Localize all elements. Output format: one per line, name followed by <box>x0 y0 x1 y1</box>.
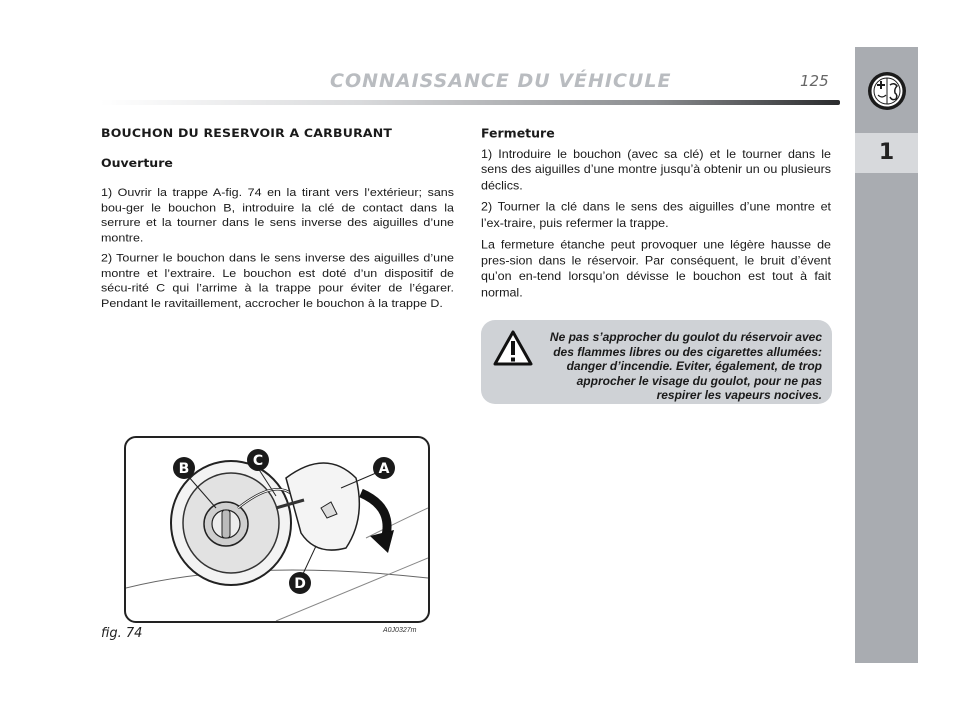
left-column <box>101 126 454 316</box>
label-d-text: D <box>294 576 306 592</box>
label-a <box>373 457 395 479</box>
page-number: 125 <box>800 72 829 90</box>
figure-code: A0J0327m <box>383 627 417 634</box>
header-divider <box>100 100 840 105</box>
paragraph: 2) Tourner le bouchon dans le sens inverse des aiguilles d’une montre et l’extraire. Le bouchon est doté d’un dispositif de sécu-rité C qui l’arrime à la trappe pour éviter de l’égarer. Pendant le ravitaillement, accrocher le bouchon à la trappe D. <box>101 251 454 310</box>
label-c <box>247 449 269 471</box>
subheading-opening: Ouverture <box>101 155 173 170</box>
warning-text: Ne pas s’approcher du goulot du réservoir avec des flammes libres ou des cigarettes allumées: danger d’incendie. Eviter, également, de trop approcher le visage du goulot, pour ne pas respirer les vapeurs nocives. <box>549 330 822 402</box>
label-b <box>173 457 195 479</box>
chapter-sidebar <box>855 47 918 663</box>
right-column <box>481 126 831 306</box>
subheading-closing: Fermeture <box>481 126 555 141</box>
label-d <box>289 572 311 594</box>
label-a-text: A <box>378 461 390 477</box>
paragraph: 1) Introduire le bouchon (avec sa clé) et le tourner dans le sens des aiguilles d’une montre jusqu’à obtenir un ou plusieurs déclics. <box>481 146 831 192</box>
paragraph: La fermeture étanche peut provoquer une légère hausse de pres-sion dans le réservoir. Par conséquent, le bruit d’évent qu’on en-tend lorsqu’on dévisse le bouchon est tout à fait normal. <box>481 237 831 299</box>
paragraph: 1) Ouvrir la trappe A-fig. 74 en la tirant vers l’extérieur; sans bou-ger le bouchon B, introduire la clé de contact dans la serrure et la tourner dans le sens inverse des aiguilles d’une montre. <box>101 185 454 244</box>
fuel-cap-illustration <box>126 438 428 621</box>
alfa-romeo-logo-icon <box>867 71 907 111</box>
figure-caption: fig. 74 <box>101 626 143 641</box>
figure-illustration <box>124 436 430 623</box>
warning-box <box>481 320 832 404</box>
paragraph: 2) Tourner la clé dans le sens des aiguilles d’une montre et l’ex-traire, puis refermer la trappe. <box>481 200 831 230</box>
label-b-text: B <box>178 461 190 477</box>
warning-text-container <box>491 330 822 403</box>
label-c-text: C <box>252 453 264 469</box>
section-heading: BOUCHON DU RESERVOIR A CARBURANT <box>101 126 393 140</box>
section-title: CONNAISSANCE DU VÉHICULE <box>330 70 672 92</box>
chapter-number: 1 <box>855 133 918 173</box>
